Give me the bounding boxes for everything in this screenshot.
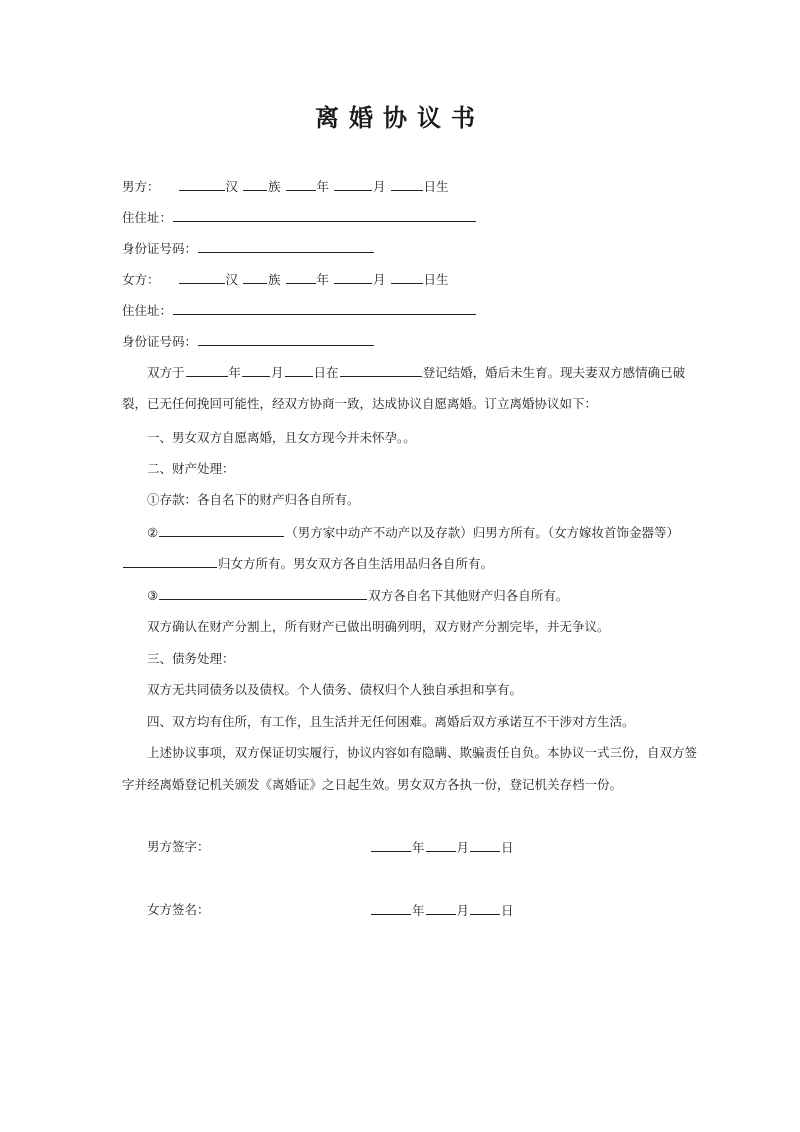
ethnic-han-text: 汉 [225, 179, 239, 194]
man-birth-month-blank[interactable] [334, 176, 372, 191]
marriage-year-blank[interactable] [186, 362, 228, 377]
woman-id-blank[interactable] [198, 331, 374, 346]
man-label: 男方： [122, 179, 160, 194]
year-text: 年 [412, 903, 425, 918]
marriage-line-2: 裂，已无任何挽回可能性，经双方协商一致，达成协议自愿离婚。订立离婚协议如下： [122, 396, 598, 411]
item-3-text: 双方各自名下其他财产归各自所有。 [368, 588, 569, 603]
man-signature-label: 男方签字： [147, 839, 210, 854]
item-3-marker: ③ [147, 588, 159, 603]
marriage-day-blank[interactable] [285, 362, 313, 377]
item-2-marker: ② [147, 525, 159, 540]
woman-ethnic-blank[interactable] [243, 269, 267, 284]
ethnic-zu-text: 族 [268, 272, 281, 287]
woman-id-label: 身份证号码： [122, 334, 198, 349]
woman-sign-day-blank[interactable] [470, 900, 500, 915]
man-sign-day-blank[interactable] [470, 837, 500, 852]
woman-address-label: 住住址： [122, 303, 173, 318]
woman-id-line [122, 331, 375, 352]
man-sign-month-blank[interactable] [426, 837, 456, 852]
year-text: 年 [316, 272, 330, 287]
man-id-line [122, 238, 375, 259]
year-text: 年 [228, 365, 242, 380]
day-at-text: 日在 [313, 365, 339, 380]
woman-address-blank[interactable] [173, 300, 476, 315]
clause-2-item-2-cont [122, 553, 493, 574]
ethnic-zu-text: 族 [268, 179, 281, 194]
man-info-line [122, 176, 449, 197]
year-text: 年 [412, 840, 425, 855]
man-sign-year-blank[interactable] [371, 837, 411, 852]
man-address-blank[interactable] [173, 207, 476, 222]
man-address-label: 住住址： [122, 210, 173, 225]
clause-4: 四、双方均有住所，有工作，且生活并无任何困难。离婚后双方承诺互不干涉对方生活。 [147, 714, 635, 729]
woman-sign-month-blank[interactable] [426, 900, 456, 915]
item-2-cont-text: 归女方所有。男女双方各自生活用品归各自所有。 [218, 556, 494, 571]
man-id-blank[interactable] [198, 238, 374, 253]
man-birth-day-blank[interactable] [391, 176, 423, 191]
marriage-place-blank[interactable] [340, 362, 422, 377]
other-property-blank[interactable] [159, 585, 367, 600]
man-signature-date [370, 837, 514, 858]
woman-signature-label: 女方签名： [147, 902, 210, 917]
woman-address-line [122, 300, 477, 321]
woman-birth-year-blank[interactable] [286, 269, 316, 284]
month-text: 月 [456, 903, 470, 918]
month-text: 月 [373, 179, 386, 194]
clause-3-heading: 三、债务处理： [147, 651, 235, 666]
property-confirm: 双方确认在财产分割上，所有财产已做出明确列明，双方财产分割完毕，并无争议。 [147, 619, 610, 634]
month-text: 月 [271, 365, 284, 380]
final-line-2: 字并经离婚登记机关颁发《离婚证》之日起生效。男女双方各执一份，登记机关存档一份。 [122, 777, 623, 792]
month-text: 月 [373, 272, 386, 287]
man-ethnic-blank[interactable] [243, 176, 267, 191]
woman-name-blank[interactable] [179, 269, 225, 284]
woman-label: 女方： [122, 272, 160, 287]
marriage-prefix: 双方于 [147, 365, 185, 380]
woman-property-blank[interactable] [123, 553, 217, 568]
document-title: 离婚协议书 [315, 104, 485, 132]
birth-text: 日生 [423, 179, 449, 194]
clause-2-item-3 [147, 585, 568, 606]
woman-birth-day-blank[interactable] [391, 269, 423, 284]
woman-info-line [122, 269, 449, 290]
man-property-blank[interactable] [159, 522, 284, 537]
man-id-label: 身份证号码： [122, 241, 198, 256]
woman-sign-year-blank[interactable] [371, 900, 411, 915]
marriage-rest-text: 登记结婚，婚后未生育。现夫妻双方感情确已破 [422, 365, 686, 380]
clause-1: 一、男女双方自愿离婚，且女方现今并未怀孕。。 [147, 430, 416, 445]
woman-signature-date [370, 900, 514, 921]
marriage-line-1 [147, 362, 685, 383]
clause-2-item-2 [147, 522, 679, 543]
final-line-1: 上述协议事项，双方保证切实履行，协议内容如有隐瞒、欺骗责任自负。本协议一式三份，自双方签 [147, 745, 698, 760]
clause-2-heading: 二、财产处理： [147, 461, 235, 476]
month-text: 月 [456, 840, 470, 855]
man-birth-year-blank[interactable] [286, 176, 316, 191]
man-name-blank[interactable] [179, 176, 225, 191]
day-text: 日 [501, 840, 514, 855]
man-address-line [122, 207, 477, 228]
woman-birth-month-blank[interactable] [334, 269, 372, 284]
marriage-month-blank[interactable] [242, 362, 270, 377]
year-text: 年 [316, 179, 330, 194]
item-2-text: （男方家中动产不动产以及存款）归男方所有。（女方嫁妆首饰金器等） [285, 525, 679, 540]
ethnic-han-text: 汉 [225, 272, 239, 287]
day-text: 日 [501, 903, 514, 918]
clause-3-item-1: 双方无共同债务以及债权。个人债务、债权归个人独自承担和享有。 [147, 682, 523, 697]
clause-2-item-1: ①存款：各自名下的财产归各自所有。 [147, 492, 360, 507]
birth-text: 日生 [423, 272, 449, 287]
